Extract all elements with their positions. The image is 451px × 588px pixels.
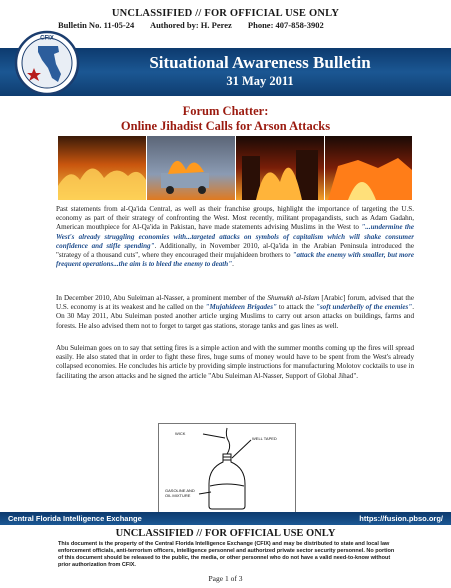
page-number: Page 1 of 3	[208, 574, 243, 583]
label-wick: WICK	[175, 431, 186, 436]
p1-quote-gadahn: "...undermine the West's already struggling economies with...targeted attacks on symbols of capitalism which will shake consumer confidence and stifle spending"	[56, 223, 414, 250]
wick-line	[226, 428, 229, 454]
banner-title: Situational Awareness Bulletin	[149, 53, 371, 72]
p1-text-c: .	[232, 260, 234, 269]
bottle-outline	[209, 454, 245, 509]
label-well-taped: WELL TAPED	[252, 436, 277, 441]
p2-text-d: . On 30 May 2011, Abu Suleiman posted another article urging Muslims to carry out arson attacks on buildings, farms and forests. He also advised them not to forget to target gas stations, storage tanks and gas lines as well.	[56, 303, 414, 330]
paragraph-2	[56, 294, 414, 331]
headline-line2: Online Jihadist Calls for Arson Attacks	[120, 119, 331, 133]
footer-bar	[0, 512, 451, 525]
banner-date: 31 May 2011	[226, 74, 294, 88]
header-meta	[58, 20, 438, 30]
footer-disclaimer: This document is the property of the Central Florida Intelligence Exchange (CFIX) and may be distributed to state and local law enforcement officials, anti-terrorism officers, intelligence personnel and authorized private sector security personnel. No portion of this document should be released to the public, the media, or other personnel who do not have a valid need-to-know without prior authorization from CFIX.	[58, 541, 395, 568]
footer-classification: UNCLASSIFIED // FOR OFFICIAL USE ONLY	[115, 528, 336, 539]
footer-org: Central Florida Intelligence Exchange	[8, 514, 142, 523]
author: Authored by: H. Perez	[149, 20, 232, 30]
footer-url[interactable]: https://fusion.pbso.org/	[359, 514, 443, 523]
p1-text-a: Past statements from al-Qa'ida Central, as well as their franchise groups, highlight the importance of targeting the U.S. economy as part of their strategy of confronting the West. Most recently, militant propagandists, such as Adam Gadahn, American mouthpiece for Al-Qa'ida in Pakistan, have made statements advising Muslims in the West to	[56, 205, 414, 232]
p2-forum-name: Shumukh al-Islam	[267, 294, 320, 302]
paragraph-3: Abu Suleiman goes on to say that setting fires is a simple action and with the summer months coming up the fires will spread easily. He also stated that in order to fight these fires, huge sums of money would have to be spent from the West's already collapsed economies. He concludes his article by providing simple instructions for manufacturing Molotov cocktails to use in facilitating the arson attacks and he signed the article "Abu Suleiman Al-Nasser, Support of Global Jihad".	[56, 344, 414, 380]
phone: Phone: 407-858-3902	[247, 20, 324, 30]
logo-text: CFIX	[40, 35, 54, 42]
molotov-diagram	[158, 423, 296, 513]
p1-quote-aqap: "attack the enemy with smaller, but more frequent operations...the aim is to bleed the enemy to death"	[56, 251, 414, 269]
label-oil: OIL MIXTURE	[165, 493, 191, 498]
fire-photos	[58, 136, 412, 200]
liquid-line	[210, 484, 244, 486]
headline-line1: Forum Chatter:	[182, 104, 269, 118]
tape-lines	[223, 457, 231, 460]
cfix-logo	[14, 30, 80, 96]
header-classification: UNCLASSIFIED // FOR OFFICIAL USE ONLY	[111, 8, 340, 19]
paragraph-1	[56, 205, 414, 269]
p2-quote-brigades: "Mujahideen Brigades"	[205, 303, 277, 312]
bulletin-number: Bulletin No. 11-05-24	[58, 20, 135, 30]
p1-text-b: . Additionally, in November 2010, al-Qa'ida in the Arabian Peninsula introduced the "strategy of a thousand cuts", where they encouraged their mujahideen brothers to	[56, 241, 414, 260]
p2-text-a: In December 2010, Abu Suleiman al-Nasser, a prominent member of the	[56, 294, 268, 302]
p2-quote-underbelly: "soft underbelly of the enemies"	[315, 303, 413, 312]
p2-text-b: [Arabic] forum, advised that the U.S. economy is at its weakest and he called on the	[56, 294, 414, 312]
p2-text-c: to attack the	[276, 303, 316, 312]
label-gasoline: GASOLINE AND	[165, 488, 195, 493]
